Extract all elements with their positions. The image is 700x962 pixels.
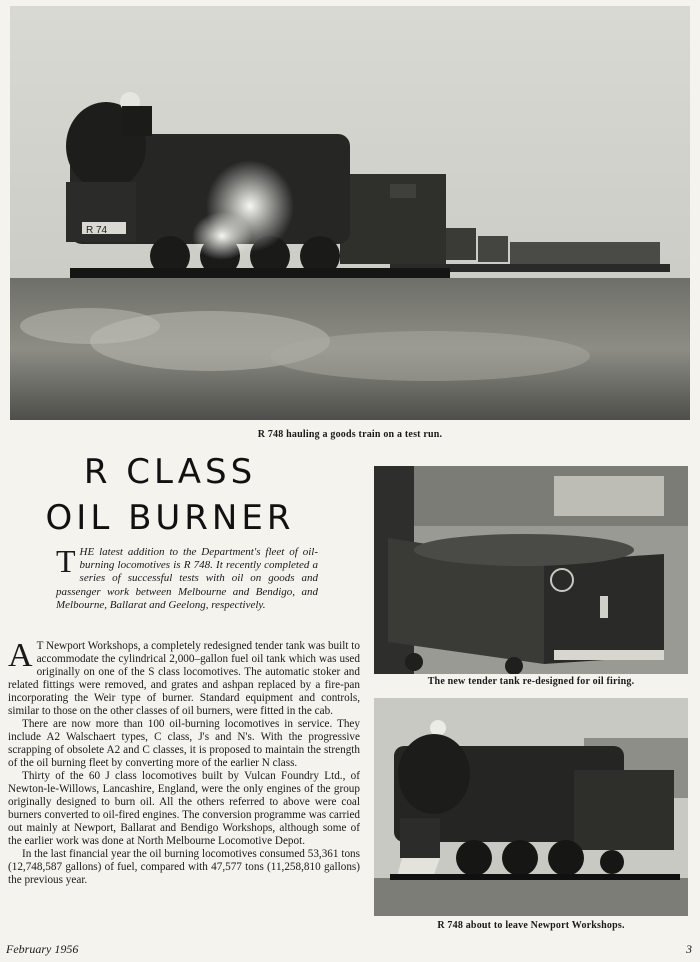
issue-date: February 1956 — [6, 942, 79, 956]
body-paragraph-1-text: T Newport Workshops, a completely redesigned tender tank was built to accommodate the cylindrical 2,000–gallon fuel oil tank which was used originally on one of the S class locomotives. The automatic stoker and related fittings were removed, and grates and ashpan replaced by a fire-pan incorporating the Weir type of burner. Standard equipment and controls, similar to those on the other classes of oil burners, were fitted in the cab. — [8, 640, 360, 717]
headline-line-2: OIL BURNER — [45, 498, 295, 538]
body-paragraph-2: There are now more than 100 oil-burning locomotives in service. They include A2 Walschaert types, C class, J's and N's. With the progressive scrapping of obsolete A2 and C classes, it is proposed to maintain the strength of the oil burning fleet by converting more of the earlier N class. — [8, 718, 360, 769]
page-number: 3 — [686, 942, 692, 956]
svg-text:R 74: R 74 — [86, 225, 108, 236]
article-body — [8, 637, 360, 887]
intro-paragraph — [56, 543, 318, 612]
goods-train-photo — [10, 6, 690, 420]
tender-photo-caption: The new tender tank re-designed for oil firing. — [427, 676, 635, 687]
body-paragraph-3: Thirty of the 60 J class locomotives built by Vulcan Foundry Ltd., of Newton-le-Willows, Lancashire, England, were the only engines of the group originally designed to burn oil. All the others referred to above were coal burners converted to oil-fired engines. The conversion programme was carried out mainly at Newport, Ballarat and Bendigo Workshops, although some of the earlier work was done at North Melbourne Locomotive Depot. — [8, 770, 360, 847]
newport-photo-caption: R 748 about to leave Newport Workshops. — [437, 920, 625, 931]
body-paragraph-4: In the last financial year the oil burning locomotives consumed 53,361 tons (12,748,587 gallons) of fuel, compared with 47,577 tons (11,258,810 gallons) the previous year. — [8, 848, 360, 886]
intro-dropcap: T — [56, 543, 76, 579]
tender-tank-photo — [374, 466, 688, 674]
top-photo-caption: R 748 hauling a goods train on a test run. — [257, 429, 443, 440]
body-dropcap: A — [8, 637, 33, 674]
body-paragraph-1 — [8, 637, 360, 718]
intro-text: HE latest addition to the Department's fleet of oil-burning locomotives is R 748. It recently completed a series of successful tests with oil on goods and passenger work between Melbourne and Bendigo, and Melbourne, Ballarat and Geelong, respectively. — [56, 546, 318, 611]
headline-line-1: R CLASS — [83, 452, 257, 492]
newport-workshops-photo — [374, 698, 688, 916]
